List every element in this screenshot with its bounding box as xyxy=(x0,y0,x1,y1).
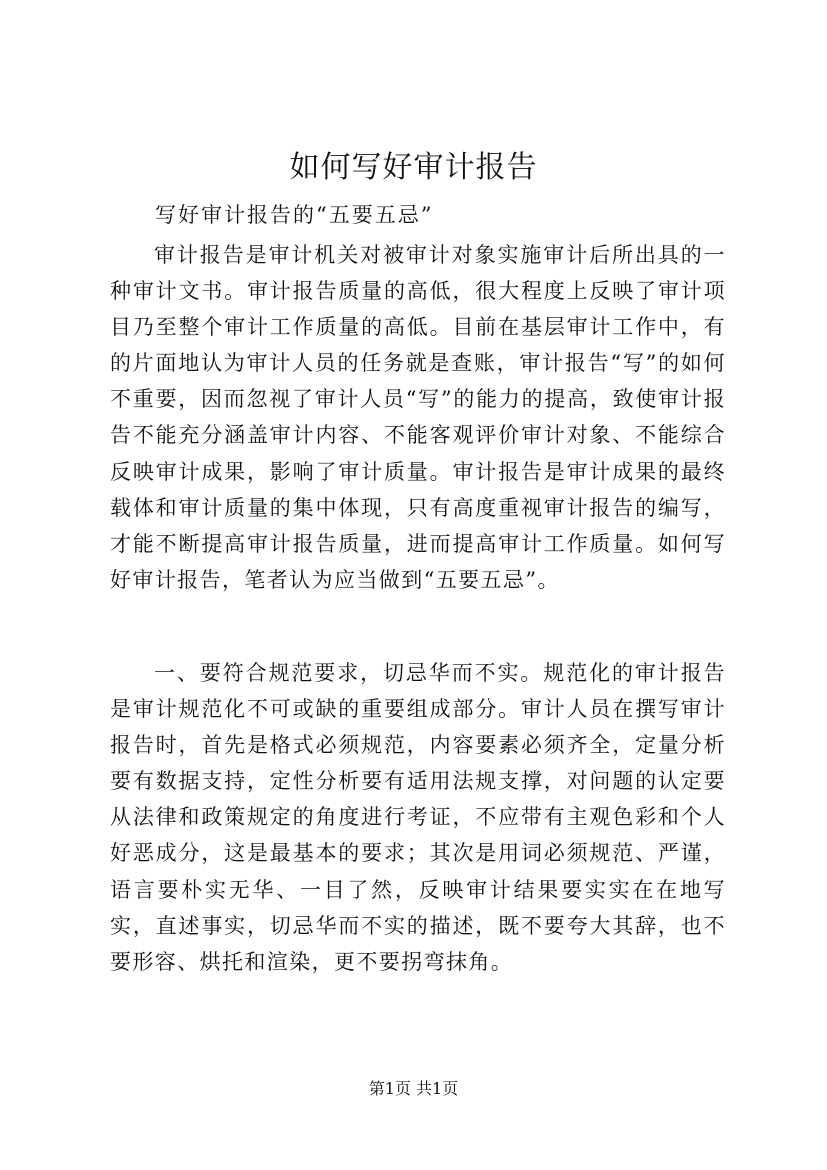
document-title: 如何写好审计报告 xyxy=(289,150,538,185)
document-subtitle: 写好审计报告的“五要五忌” xyxy=(155,203,434,227)
body-paragraph: 审计报告是审计机关对被审计对象实施审计后所出具的一种审计文书。审计报告质量的高低，很大程度上反映了审计项目乃至整个审计工作质量的高低。目前在基层审计工作中，有的片面地认为审计人员的任务就是查账，审计报告“写”的如何不重要，因而忽视了审计人员“写”的能力的提高，致使审计报告不能充分涵盖审计内容、不能客观评价审计对象、不能综合反映审计成果，影响了审计质量。审计报告是审计成果的最终载体和审计质量的集中体现，只有高度重视审计报告的编写，才能不断提高审计报告质量，进而提高审计工作质量。如何写好审计报告，笔者认为应当做到“五要五忌”。 xyxy=(110,243,726,592)
body-paragraph: 一、要符合规范要求，切忌华而不实。规范化的审计报告是审计规范化不可或缺的重要组成部分。审计人员在撰写审计报告时，首先是格式必须规范，内容要素必须齐全，定量分析要有数据支持，定性分析要有适用法规支撑，对问题的认定要从法律和政策规定的角度进行考证，不应带有主观色彩和个人好恶成分，这是最基本的要求；其次是用词必须规范、严谨，语言要朴实无华、一目了然，反映审计结果要实实在在地写实，直述事实，切忌华而不实的描述，既不要夸大其辞，也不要形容、烘托和渲染，更不要拐弯抹角。 xyxy=(110,661,726,974)
page-footer: 第1页 共1页 xyxy=(368,1079,459,1098)
